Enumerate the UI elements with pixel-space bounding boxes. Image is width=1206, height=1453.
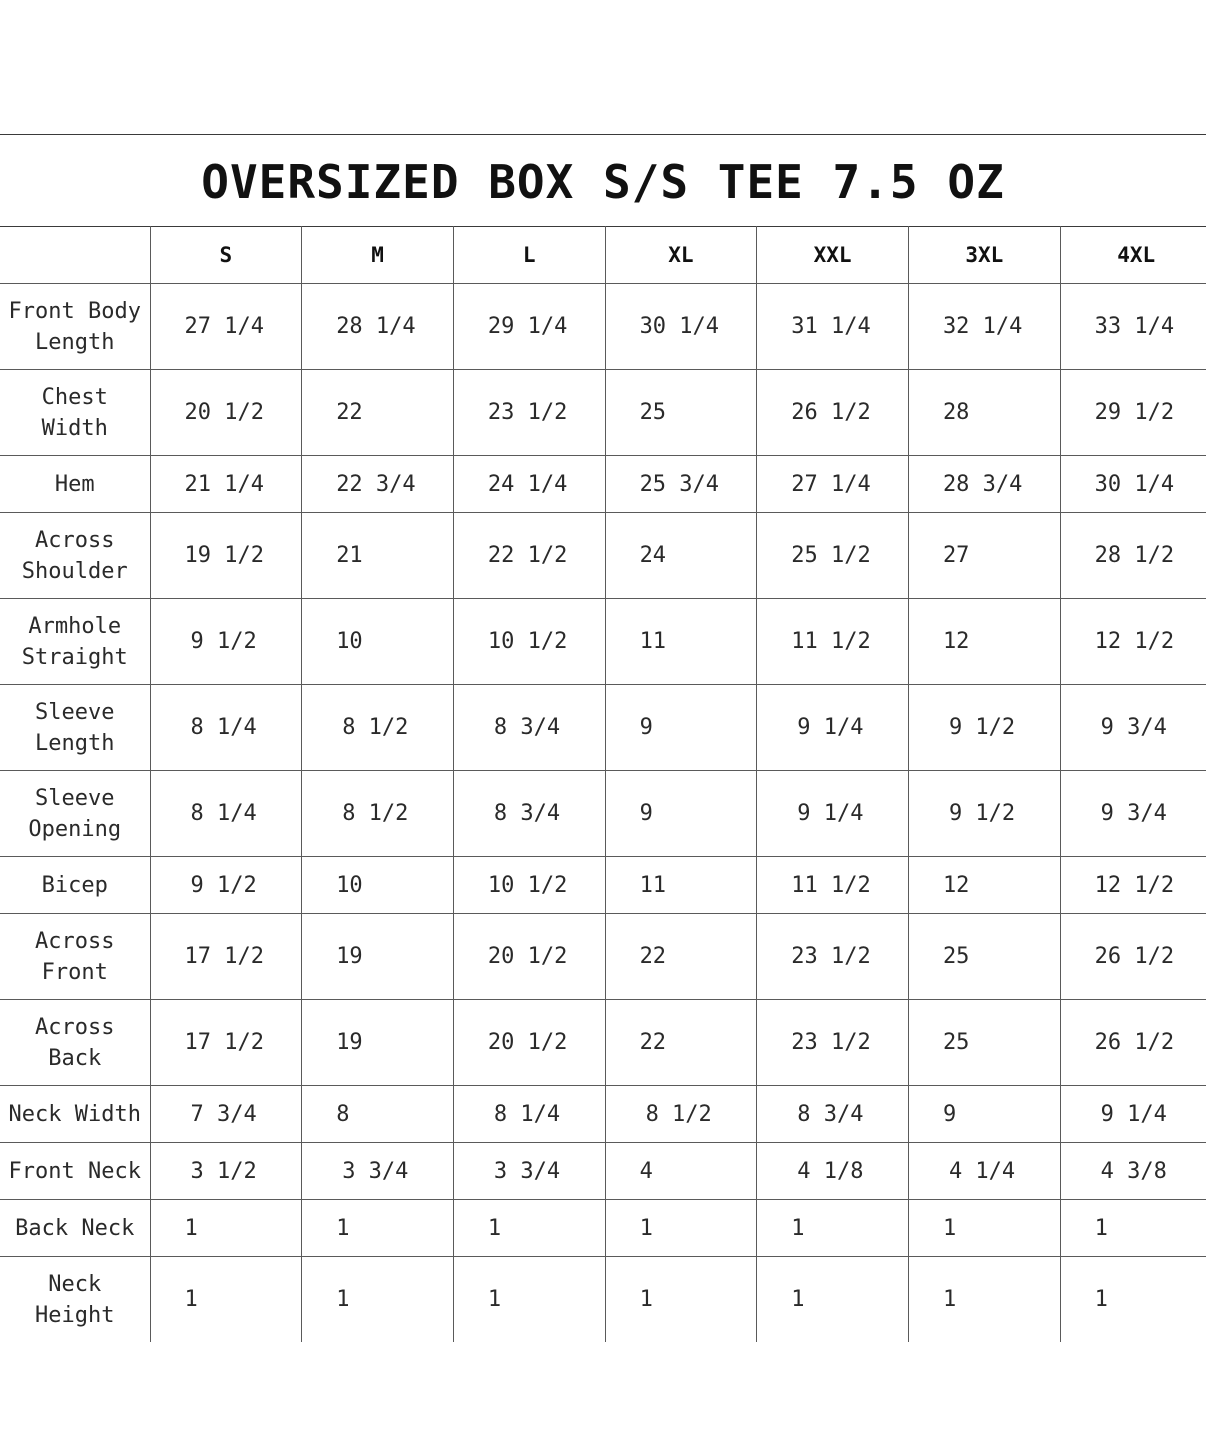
row-label: Across Front [0, 914, 150, 1000]
measurement-cell: 1 [1060, 1257, 1206, 1343]
measurement-cell: 19 [302, 914, 454, 1000]
measurement-cell: 9 1/4 [1060, 1086, 1206, 1143]
table-row [0, 857, 1206, 914]
measurement-cell: 12 1/2 [1060, 599, 1206, 685]
measurement-cell: 9 1/2 [150, 599, 302, 685]
measurement-cell: 9 1/4 [757, 685, 909, 771]
measurement-cell: 27 1/4 [150, 284, 302, 370]
measurement-cell: 8 1/4 [150, 771, 302, 857]
measurement-cell: 25 [605, 370, 757, 456]
measurement-cell: 24 1/4 [453, 456, 605, 513]
measurement-cell: 19 [302, 1000, 454, 1086]
corner-cell [0, 227, 150, 284]
measurement-cell: 1 [757, 1200, 909, 1257]
measurement-cell: 9 [605, 771, 757, 857]
measurement-cell: 8 3/4 [453, 771, 605, 857]
measurement-cell: 1 [150, 1200, 302, 1257]
table-row [0, 1257, 1206, 1343]
measurement-cell: 22 [605, 914, 757, 1000]
measurement-cell: 25 3/4 [605, 456, 757, 513]
row-label: Bicep [0, 857, 150, 914]
measurement-cell: 27 [908, 513, 1060, 599]
table-row [0, 685, 1206, 771]
row-label: Armhole Straight [0, 599, 150, 685]
measurement-cell: 21 1/4 [150, 456, 302, 513]
measurement-cell: 11 1/2 [757, 599, 909, 685]
measurement-cell: 28 1/4 [302, 284, 454, 370]
measurement-cell: 12 1/2 [1060, 857, 1206, 914]
measurement-cell: 4 1/8 [757, 1143, 909, 1200]
measurement-cell: 9 3/4 [1060, 771, 1206, 857]
table-row [0, 284, 1206, 370]
row-label: Across Shoulder [0, 513, 150, 599]
size-header-xxl: XXL [757, 227, 909, 284]
measurement-cell: 1 [302, 1257, 454, 1343]
table-row [0, 1143, 1206, 1200]
measurement-cell: 9 3/4 [1060, 685, 1206, 771]
top-divider [0, 134, 1206, 135]
row-label: Across Back [0, 1000, 150, 1086]
measurement-cell: 8 1/4 [453, 1086, 605, 1143]
measurement-cell: 4 [605, 1143, 757, 1200]
measurement-cell: 8 1/2 [302, 685, 454, 771]
table-row [0, 599, 1206, 685]
measurement-cell: 20 1/2 [150, 370, 302, 456]
measurement-cell: 33 1/4 [1060, 284, 1206, 370]
measurement-cell: 8 3/4 [757, 1086, 909, 1143]
size-header-xl: XL [605, 227, 757, 284]
measurement-cell: 26 1/2 [1060, 914, 1206, 1000]
measurement-cell: 19 1/2 [150, 513, 302, 599]
measurement-cell: 10 1/2 [453, 599, 605, 685]
table-row [0, 456, 1206, 513]
measurement-cell: 20 1/2 [453, 1000, 605, 1086]
measurement-cell: 8 [302, 1086, 454, 1143]
measurement-cell: 23 1/2 [757, 1000, 909, 1086]
table-row [0, 513, 1206, 599]
measurement-cell: 7 3/4 [150, 1086, 302, 1143]
measurement-cell: 28 3/4 [908, 456, 1060, 513]
measurement-cell: 9 [908, 1086, 1060, 1143]
size-header-4xl: 4XL [1060, 227, 1206, 284]
row-label: Sleeve Opening [0, 771, 150, 857]
measurement-cell: 28 1/2 [1060, 513, 1206, 599]
measurement-cell: 22 1/2 [453, 513, 605, 599]
row-label: Neck Height [0, 1257, 150, 1343]
measurement-cell: 1 [605, 1200, 757, 1257]
measurement-cell: 3 3/4 [453, 1143, 605, 1200]
measurement-cell: 3 1/2 [150, 1143, 302, 1200]
measurement-cell: 22 [605, 1000, 757, 1086]
size-chart-table [0, 226, 1206, 1342]
measurement-cell: 29 1/4 [453, 284, 605, 370]
measurement-cell: 9 1/2 [908, 685, 1060, 771]
size-header-3xl: 3XL [908, 227, 1060, 284]
measurement-cell: 1 [453, 1200, 605, 1257]
table-row [0, 771, 1206, 857]
measurement-cell: 28 [908, 370, 1060, 456]
measurement-cell: 17 1/2 [150, 914, 302, 1000]
measurement-cell: 30 1/4 [1060, 456, 1206, 513]
measurement-cell: 11 1/2 [757, 857, 909, 914]
row-label: Back Neck [0, 1200, 150, 1257]
table-row [0, 914, 1206, 1000]
measurement-cell: 12 [908, 599, 1060, 685]
measurement-cell: 26 1/2 [757, 370, 909, 456]
measurement-cell: 25 [908, 1000, 1060, 1086]
measurement-cell: 1 [1060, 1200, 1206, 1257]
measurement-cell: 30 1/4 [605, 284, 757, 370]
size-header-l: L [453, 227, 605, 284]
row-label: Sleeve Length [0, 685, 150, 771]
measurement-cell: 1 [302, 1200, 454, 1257]
measurement-cell: 10 [302, 857, 454, 914]
measurement-cell: 25 [908, 914, 1060, 1000]
row-label: Front Body Length [0, 284, 150, 370]
measurement-cell: 4 3/8 [1060, 1143, 1206, 1200]
table-row [0, 1000, 1206, 1086]
measurement-cell: 25 1/2 [757, 513, 909, 599]
measurement-cell: 9 1/4 [757, 771, 909, 857]
row-label: Chest Width [0, 370, 150, 456]
row-label: Neck Width [0, 1086, 150, 1143]
measurement-cell: 1 [757, 1257, 909, 1343]
size-header-s: S [150, 227, 302, 284]
measurement-cell: 3 3/4 [302, 1143, 454, 1200]
measurement-cell: 9 1/2 [908, 771, 1060, 857]
measurement-cell: 8 1/2 [605, 1086, 757, 1143]
measurement-cell: 22 3/4 [302, 456, 454, 513]
measurement-cell: 8 1/4 [150, 685, 302, 771]
measurement-cell: 31 1/4 [757, 284, 909, 370]
table-row [0, 370, 1206, 456]
measurement-cell: 11 [605, 599, 757, 685]
measurement-cell: 22 [302, 370, 454, 456]
measurement-cell: 4 1/4 [908, 1143, 1060, 1200]
size-header-m: M [302, 227, 454, 284]
measurement-cell: 26 1/2 [1060, 1000, 1206, 1086]
measurement-cell: 9 1/2 [150, 857, 302, 914]
measurement-cell: 1 [908, 1257, 1060, 1343]
table-row [0, 1086, 1206, 1143]
measurement-cell: 12 [908, 857, 1060, 914]
measurement-cell: 8 1/2 [302, 771, 454, 857]
measurement-cell: 8 3/4 [453, 685, 605, 771]
measurement-cell: 24 [605, 513, 757, 599]
measurement-cell: 1 [453, 1257, 605, 1343]
measurement-cell: 9 [605, 685, 757, 771]
row-label: Front Neck [0, 1143, 150, 1200]
row-label: Hem [0, 456, 150, 513]
measurement-cell: 32 1/4 [908, 284, 1060, 370]
measurement-cell: 11 [605, 857, 757, 914]
measurement-cell: 21 [302, 513, 454, 599]
measurement-cell: 20 1/2 [453, 914, 605, 1000]
measurement-cell: 1 [150, 1257, 302, 1343]
measurement-cell: 29 1/2 [1060, 370, 1206, 456]
measurement-cell: 17 1/2 [150, 1000, 302, 1086]
measurement-cell: 23 1/2 [453, 370, 605, 456]
measurement-cell: 1 [605, 1257, 757, 1343]
size-header-row [0, 227, 1206, 284]
measurement-cell: 1 [908, 1200, 1060, 1257]
measurement-cell: 27 1/4 [757, 456, 909, 513]
measurement-cell: 10 [302, 599, 454, 685]
measurement-cell: 10 1/2 [453, 857, 605, 914]
table-row [0, 1200, 1206, 1257]
measurement-cell: 23 1/2 [757, 914, 909, 1000]
page-title: OVERSIZED BOX S/S TEE 7.5 OZ [201, 155, 1005, 209]
